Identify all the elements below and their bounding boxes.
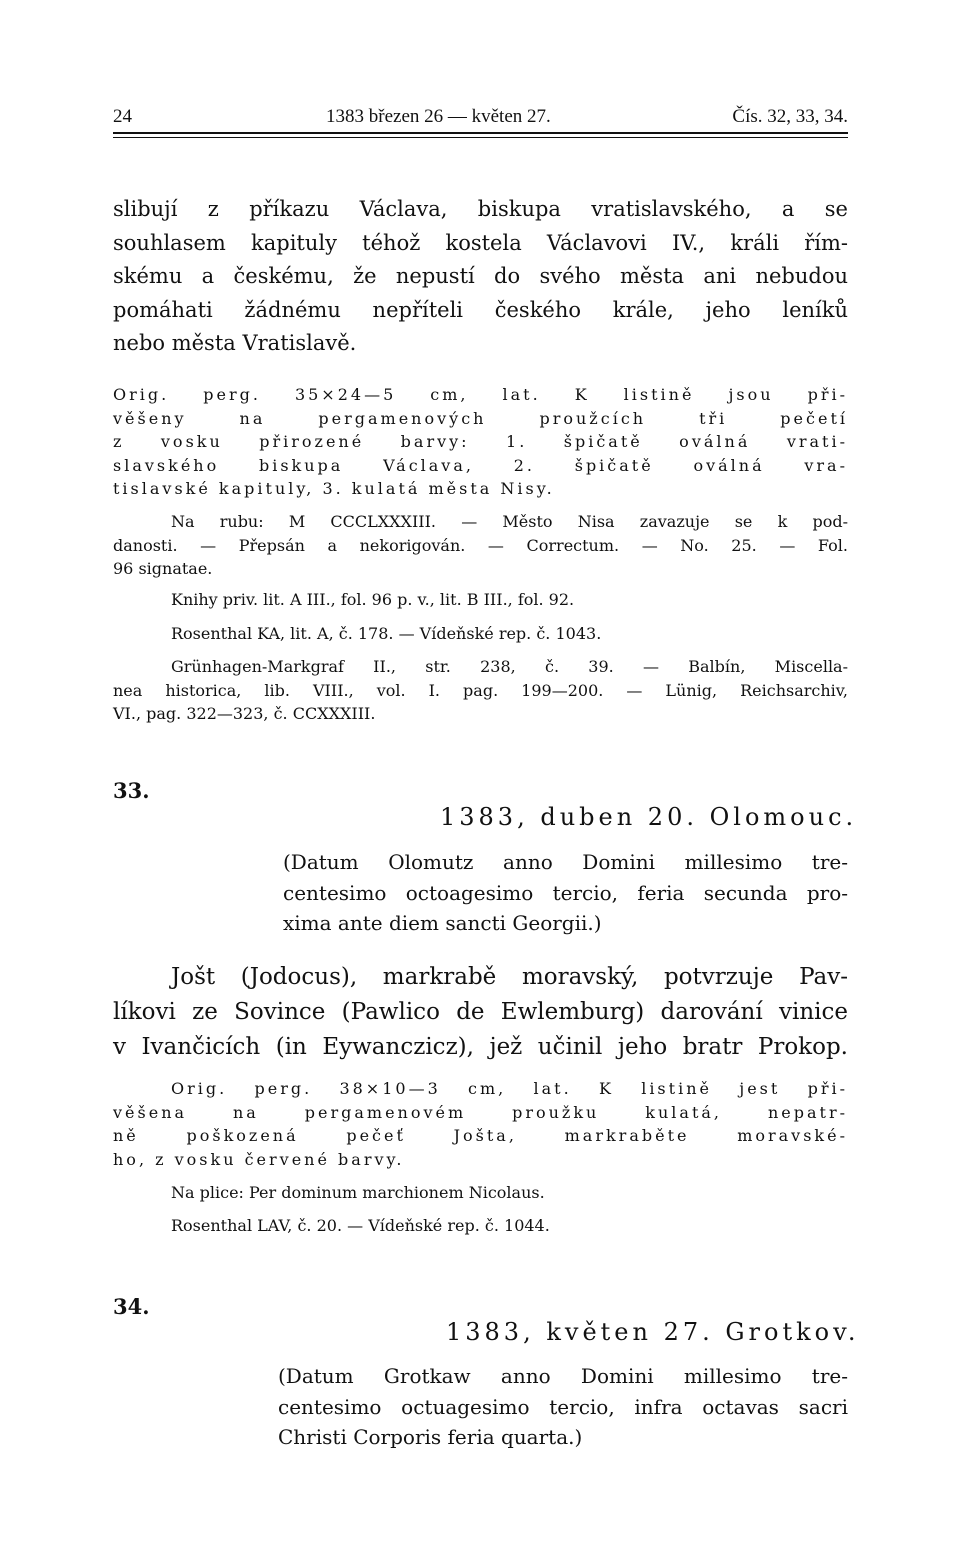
running-header — [113, 104, 848, 132]
datum-line: xima ante diem sancti Georgii.) — [283, 911, 602, 935]
doc33-number: 33. — [113, 778, 150, 803]
doc33-plice — [171, 1181, 545, 1205]
note-line: Orig. perg. 35×24—5 cm, lat. K listině jsou při- — [113, 385, 848, 404]
note-line: slavského biskupa Václava, 2. špičatě oválná vra- — [113, 455, 848, 475]
doc32-rosenthal — [171, 622, 601, 646]
note-line: Na rubu: M CCCLXXXIII. — Město Nisa zavazuje se k pod- — [171, 512, 848, 531]
page-number: 24 — [113, 106, 132, 127]
doc33-orig-note — [113, 1077, 848, 1171]
note-line: Rosenthal LAV, č. 20. — Vídeňské rep. č. 1044. — [171, 1216, 550, 1235]
note-line: ho, z vosku červené barvy. — [113, 1149, 405, 1169]
note-line: 96 signatae. — [113, 559, 213, 578]
note-line: z vosku přirozené barvy: 1. špičatě oválná vrati- — [113, 432, 848, 451]
text-line: slibují z příkazu Václava, biskupa vratislavského, a se — [113, 197, 848, 221]
header-rule — [113, 132, 848, 134]
text-line: souhlasem kapituly téhož kostela Václavovi IV., králi řím- — [113, 230, 848, 255]
date-text: 1383, duben 20. Olomouc. — [440, 803, 858, 831]
note-line: tislavské kapituly, 3. kulatá města Nisy. — [113, 479, 555, 498]
note-line: Grünhagen-Markgraf II., str. 238, č. 39. — Balbín, Miscella- — [171, 657, 848, 676]
note-line: Knihy priv. lit. A III., fol. 96 p. v., lit. B III., fol. 92. — [171, 590, 575, 609]
regest-line: Jošt (Jodocus), markrabě moravský, potvrzuje Pav- — [171, 964, 848, 990]
text-line: nebo města Vratislavě. — [113, 331, 357, 355]
datum-line: centesimo octoagesimo tercio, feria secunda pro- — [283, 880, 848, 905]
doc32-text — [113, 193, 848, 361]
doc34-datum — [278, 1361, 848, 1453]
note-line: danosti. — Přepsán a nekorigován. — Correctum. — No. 25. — Fol. — [113, 535, 848, 555]
datum-line: Christi Corporis feria quarta.) — [278, 1425, 583, 1449]
note-line: Orig. perg. 38×10—3 cm, lat. K listině jest při- — [171, 1079, 848, 1098]
doc32-rubum-note — [113, 510, 848, 581]
regest-line: v Ivančicích (in Eywanczicz), jež učinil jeho bratr Prokop. — [113, 1034, 848, 1060]
regest-line: líkovi ze Sovince (Pawlico de Ewlemburg) darování vinice — [113, 999, 848, 1025]
doc32-literature — [113, 655, 848, 726]
note-line: Na plice: Per dominum marchionem Nicolaus. — [171, 1183, 545, 1202]
note-line: nea historica, lib. VIII., vol. I. pag. 199—200. — Lünig, Reichsarchiv, — [113, 680, 848, 700]
header-document-numbers: Čís. 32, 33, 34. — [732, 106, 848, 127]
header-rule-thin — [113, 137, 848, 138]
text-line: pomáhati žádnému nepříteli českého krále, jeho leníků — [113, 297, 848, 322]
text-line: skému a českému, že nepustí do svého města ani nebudou — [113, 264, 848, 288]
note-line: VI., pag. 322—323, č. CCXXXIII. — [113, 704, 376, 723]
datum-line: centesimo octuagesimo tercio, infra octavas sacri — [278, 1394, 848, 1419]
note-line: věšeny na pergamenových proužcích tři pečetí — [113, 408, 848, 428]
datum-line: (Datum Olomutz anno Domini millesimo tre- — [283, 850, 848, 874]
header-dates: 1383 březen 26 — květen 27. — [326, 106, 551, 127]
doc34-date — [446, 1318, 859, 1346]
doc34-number: 34. — [113, 1294, 150, 1319]
note-line: ně poškozená pečeť Jošta, markraběte moravské- — [113, 1126, 848, 1145]
doc33-regest — [113, 960, 848, 1065]
date-text: 1383, květen 27. Grotkov. — [446, 1318, 860, 1346]
datum-line: (Datum Grotkaw anno Domini millesimo tre- — [278, 1364, 848, 1388]
note-line: věšena na pergamenovém proužku kulatá, nepatr- — [113, 1102, 848, 1122]
note-line: Rosenthal KA, lit. A, č. 178. — Vídeňské rep. č. 1043. — [171, 624, 602, 643]
doc33-date — [440, 803, 857, 831]
doc32-knihy — [171, 588, 574, 612]
doc33-rosenthal — [171, 1214, 550, 1238]
doc32-orig-note — [113, 383, 848, 501]
doc33-datum — [283, 847, 848, 939]
